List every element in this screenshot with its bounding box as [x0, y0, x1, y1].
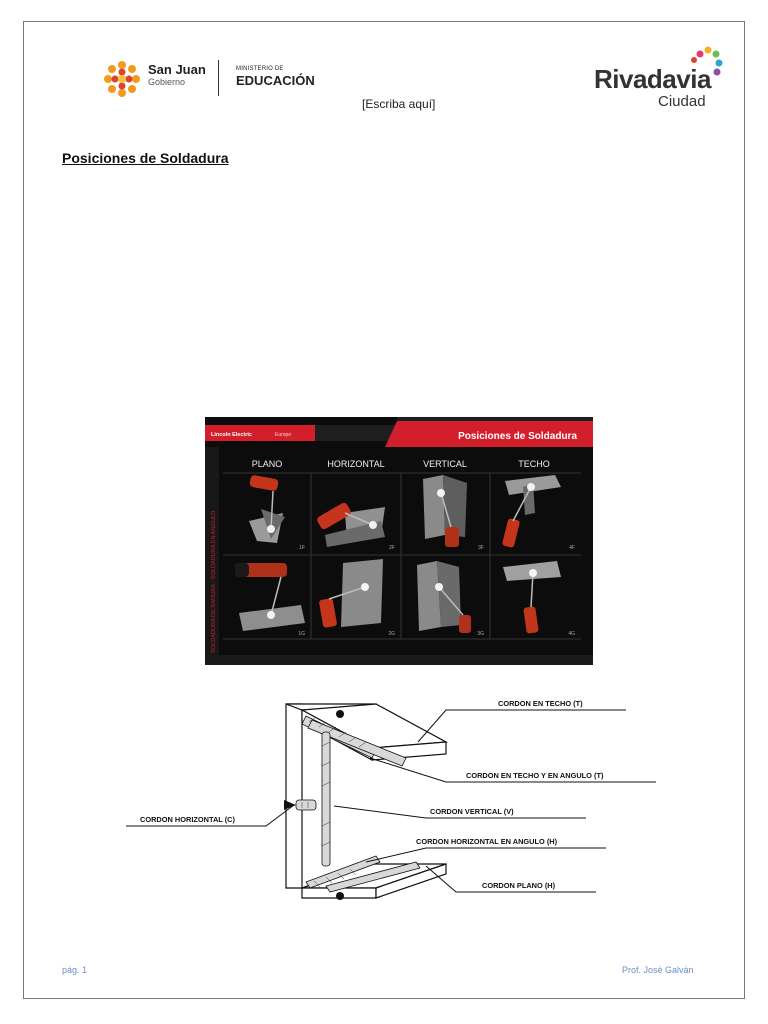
cell-2f: 2F: [389, 545, 395, 551]
ministry-name: EDUCACIÓN: [236, 73, 315, 88]
ministry-label: MINISTERIO DE: [236, 66, 284, 72]
photo-brand-sub: Europe: [275, 432, 292, 438]
cell-4f: 4F: [569, 545, 575, 551]
cell-2g: 2G: [388, 631, 395, 637]
weld-bead-diagram: [126, 686, 676, 926]
page-title: Posiciones de Soldadura: [62, 150, 229, 166]
column-plano: PLANO: [251, 459, 283, 469]
san-juan-sun-icon: [100, 57, 144, 101]
header-placeholder-text[interactable]: [Escriba aquí]: [362, 97, 436, 111]
welding-positions-image: [205, 417, 593, 665]
cell-1f: 1F: [299, 545, 305, 551]
rivadavia-dots-icon: [688, 46, 724, 82]
label-cordon-horizontal-angulo: CORDON HORIZONTAL EN ANGULO (H): [416, 837, 558, 846]
cell-4g: 4G: [568, 631, 575, 637]
label-cordon-techo: CORDON EN TECHO (T): [498, 699, 583, 708]
column-vertical: VERTICAL: [423, 459, 467, 469]
photo-title: Posiciones de Soldadura: [458, 431, 577, 442]
label-cordon-horizontal: CORDON HORIZONTAL (C): [140, 815, 235, 824]
rivadavia-logo-subtext: Ciudad: [658, 93, 706, 110]
rivadavia-logo-text: Rivadavia: [594, 64, 711, 94]
label-cordon-vertical: CORDON VERTICAL (V): [430, 807, 514, 816]
footer-author: Prof. José Galván: [622, 965, 694, 975]
cell-3f: 3F: [478, 545, 484, 551]
photo-side-text: SOLDADURA DE RANURA - SOLDADURA EN ANGULO: [211, 510, 217, 653]
column-techo: TECHO: [518, 459, 550, 469]
san-juan-logo-text: San Juan: [148, 62, 206, 77]
page-number: pág. 1: [62, 965, 88, 975]
san-juan-logo-subtext: Gobierno: [148, 77, 186, 87]
label-cordon-techo-angulo: CORDON EN TECHO Y EN ANGULO (T): [466, 771, 604, 780]
column-horizontal: HORIZONTAL: [327, 459, 385, 469]
logo-divider: [218, 60, 219, 96]
page-header: [0, 0, 768, 130]
label-cordon-plano: CORDON PLANO (H): [482, 881, 556, 890]
cell-3g: 3G: [477, 631, 484, 637]
cell-1g: 1G: [298, 631, 305, 637]
photo-brand: Lincoln Electric: [211, 432, 252, 438]
